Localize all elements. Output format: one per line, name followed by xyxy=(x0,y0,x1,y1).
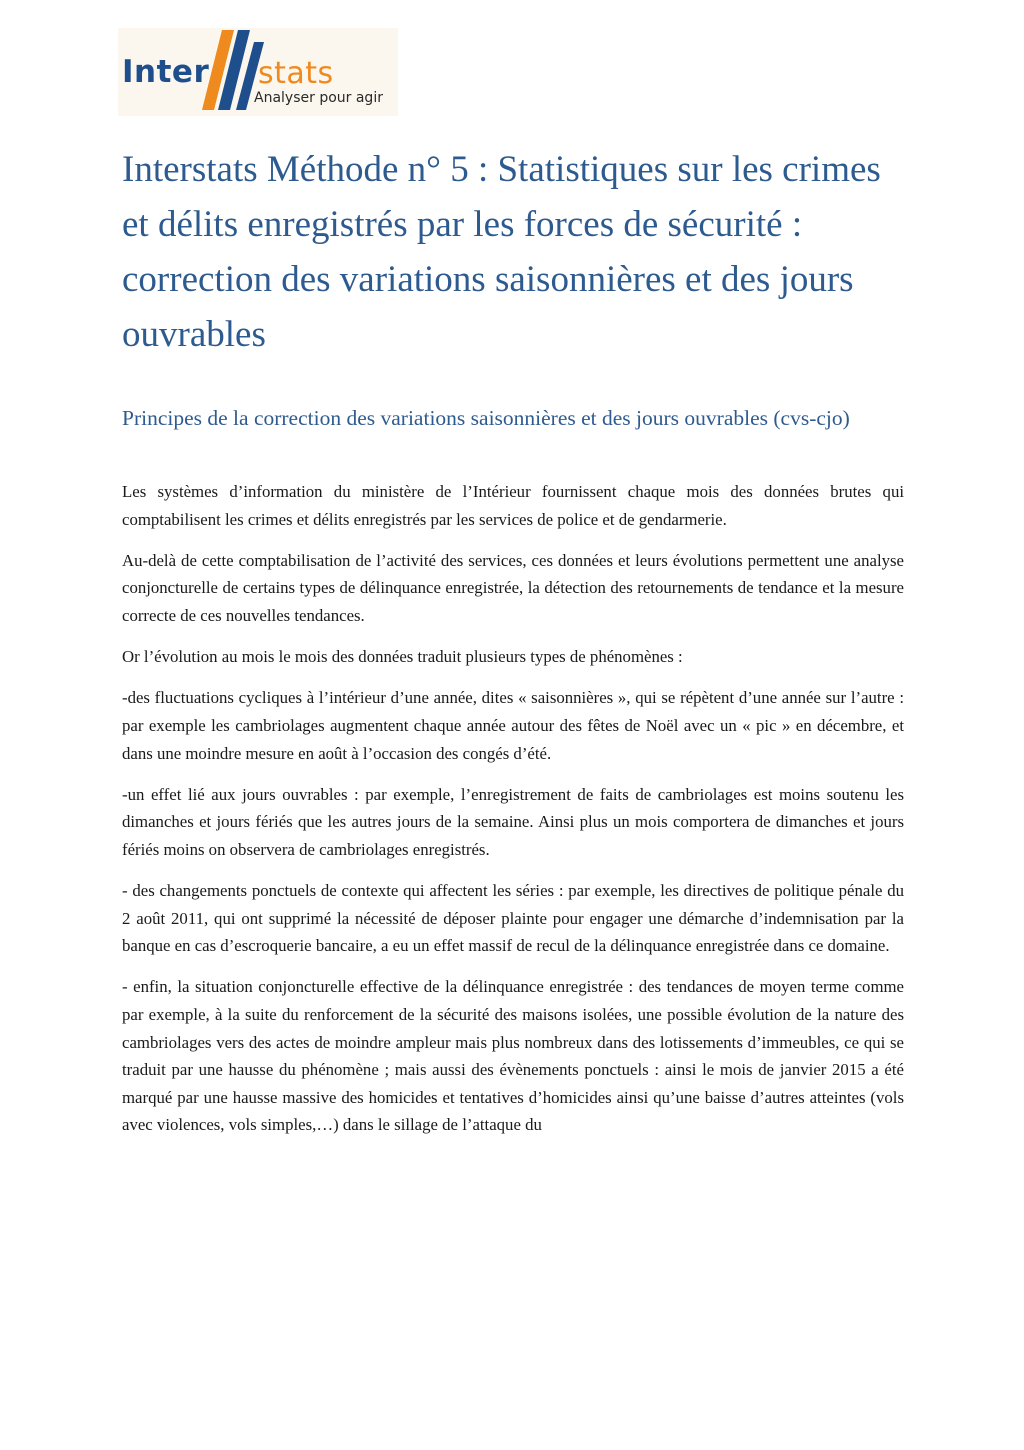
logo-slogan: Analyser pour agir xyxy=(254,90,383,106)
paragraph: - enfin, la situation conjoncturelle effective de la délinquance enregistrée : des tendances de moyen terme comme par exemple, à la suite du renforcement de la sécurité des maisons isolées, une possible évolution de la nature des cambriolages vers des actes de moindre ampleur mais plus nombreux dans des lotissements d’immeubles, ce qui se traduit par une hausse du phénomène ; mais aussi des évènements ponctuels : ainsi le mois de janvier 2015 a été marqué par une hausse massive des homicides et tentatives d’homicides ainsi qu’une baisse d’autres atteintes (vols avec violences, vols simples,…) dans le sillage de l’attaque du xyxy=(122,977,904,1135)
paragraph: -des fluctuations cycliques à l’intérieur d’une année, dites « saisonnières », qui se répètent d’une année sur l’autre : par exemple les cambriolages augmentent chaque année autour des fêtes de Noël avec un « pic » en décembre, et dans une moindre mesure en août à l’occasion des congés d’été. xyxy=(122,688,904,763)
logo-word-stats: stats xyxy=(258,56,334,91)
document-title: Interstats Méthode n° 5 : Statistiques sur les crimes et délits enregistrés par les forces de sécurité : correction des variations saisonnières et des jours ouvrables xyxy=(122,149,881,355)
paragraph: Au-delà de cette comptabilisation de l’activité des services, ces données et leurs évolutions permettent une analyse conjoncturelle de certains types de délinquance enregistrée, la détection des retournements de tendance et la mesure correcte de ces nouvelles tendances. xyxy=(122,550,904,625)
logo-word-inter: Inter xyxy=(122,54,210,90)
section-heading: Principes de la correction des variations saisonnières et des jours ouvrables (cvs-cjo) xyxy=(122,406,850,430)
paragraph: Or l’évolution au mois le mois des données traduit plusieurs types de phénomènes : xyxy=(122,647,683,667)
interstats-logo xyxy=(118,28,398,116)
paragraph: -un effet lié aux jours ouvrables : par exemple, l’enregistrement de faits de cambriolages est moins soutenu les dimanches et jours fériés que les autres jours de la semaine. Ainsi plus un mois comportera de dimanches et jours fériés moins on observera de cambriolages enregistrés. xyxy=(122,784,904,859)
paragraph: Les systèmes d’information du ministère de l’Intérieur fournissent chaque mois des données brutes qui comptabilisent les crimes et délits enregistrés par les services de police et de gendarmerie. xyxy=(122,482,904,529)
document-body xyxy=(122,478,904,1153)
paragraph: - des changements ponctuels de contexte qui affectent les séries : par exemple, les directives de politique pénale du 2 août 2011, qui ont supprimé la nécessité de déposer plainte pour engager une démarche d’indemnisation par la banque en cas d’escroquerie bancaire, a eu un effet massif de recul de la délinquance enregistrée dans ce domaine. xyxy=(122,881,904,956)
